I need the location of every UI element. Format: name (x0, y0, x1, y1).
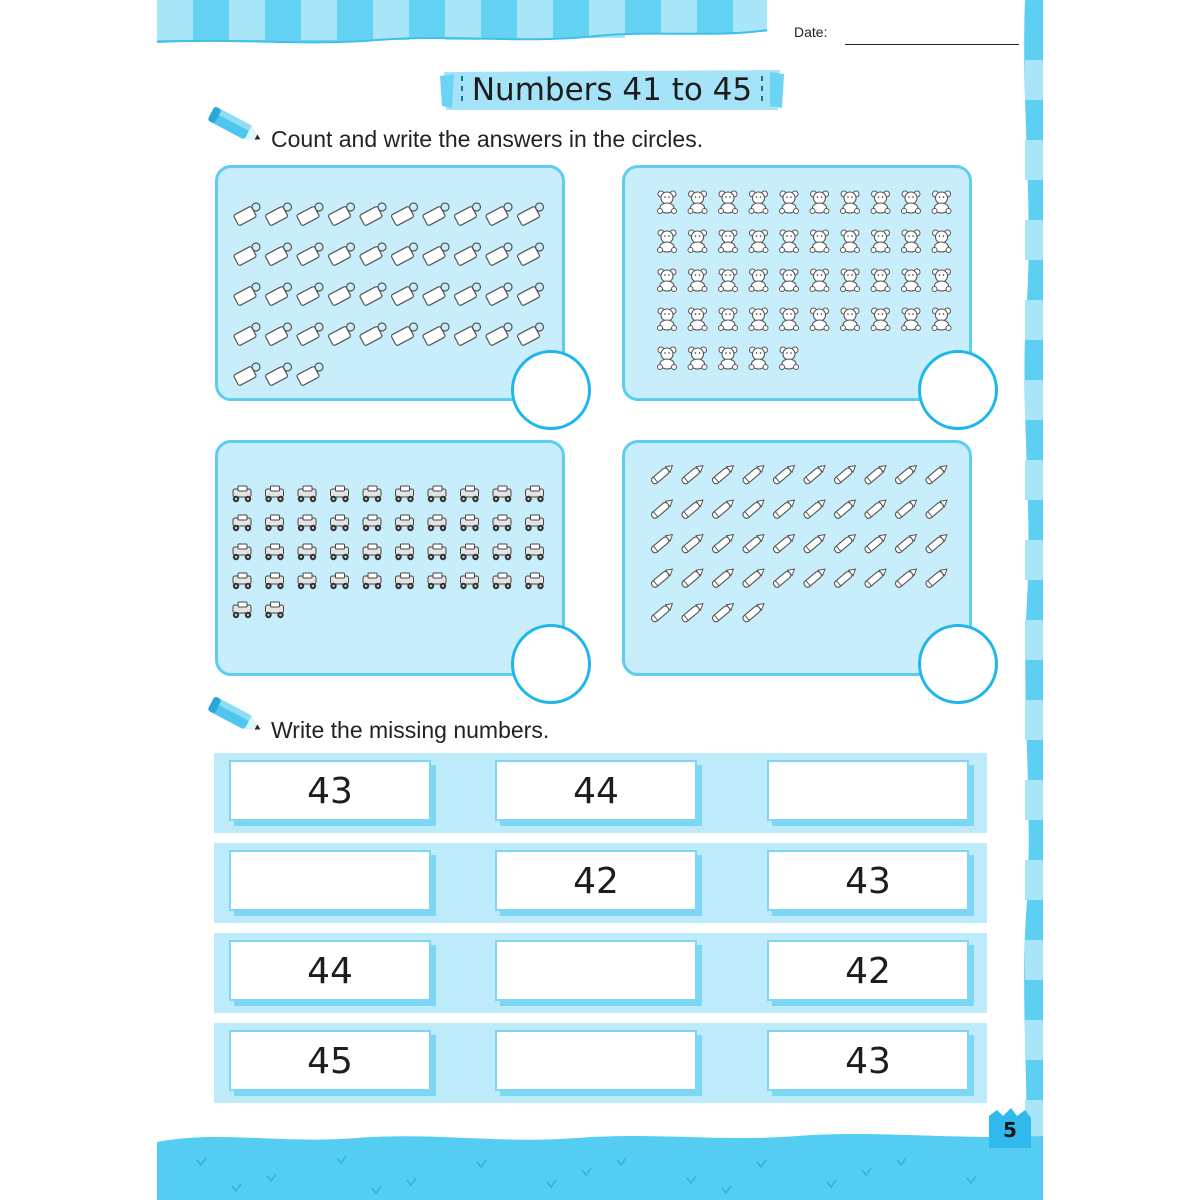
pen-icon (864, 497, 888, 519)
keychain-icon (359, 283, 386, 306)
pen-items (625, 443, 969, 673)
toy-truck-icon (460, 515, 478, 531)
teddy-bear-icon (902, 191, 921, 214)
teddy-bear-icon (810, 230, 829, 253)
number-box[interactable]: 42 (495, 850, 702, 916)
teddy-bear-icon (932, 269, 951, 292)
teddy-bear-icon (719, 308, 738, 331)
keychain-icon (328, 283, 355, 306)
pen-icon (711, 497, 735, 519)
teddy-bear-icon (719, 230, 738, 253)
toy-truck-icon (493, 544, 511, 560)
teddy-bear-icon (658, 308, 677, 331)
toy-truck-icon (330, 486, 348, 502)
keychain-icon (233, 363, 260, 386)
teddy-bear-icon (780, 191, 799, 214)
pen-icon (894, 497, 918, 519)
bottom-border-band (157, 1130, 1043, 1200)
toy-truck-icon (265, 515, 283, 531)
pen-icon (711, 463, 735, 485)
keychain-icon (233, 283, 260, 306)
toy-truck-icon (233, 602, 251, 618)
toy-truck-icon (265, 486, 283, 502)
pen-icon (742, 463, 766, 485)
pen-icon (772, 463, 796, 485)
pen-icon (925, 463, 949, 485)
keychain-icon (233, 203, 260, 226)
toy-truck-icon (363, 515, 381, 531)
toy-truck-icon (395, 486, 413, 502)
pen-icon (803, 566, 827, 588)
pen-icon (711, 532, 735, 554)
right-border-band (1017, 0, 1043, 1200)
date-input-line[interactable] (845, 44, 1019, 45)
toy-truck-icon (233, 573, 251, 589)
teddy-bear-icon (688, 230, 707, 253)
pen-icon (864, 532, 888, 554)
number-row (214, 843, 987, 923)
pen-icon (681, 497, 705, 519)
toy-truck-icon (493, 486, 511, 502)
pen-icon (803, 497, 827, 519)
answer-circle-pens[interactable] (918, 624, 998, 704)
teddy-bear-icon (932, 191, 951, 214)
teddy-bear-icon (688, 308, 707, 331)
keychain-icon (233, 323, 260, 346)
keychain-icon (359, 243, 386, 266)
keychain-icon (422, 243, 449, 266)
pen-icon (681, 601, 705, 623)
teddy-bear-icon (780, 269, 799, 292)
pen-icon (742, 601, 766, 623)
toy-truck-icon (428, 515, 446, 531)
toy-truck-icon (395, 544, 413, 560)
teddy-bear-icon (688, 191, 707, 214)
toy-truck-icon (265, 602, 283, 618)
pen-icon (894, 566, 918, 588)
pencil-icon (207, 103, 267, 153)
keychain-icon (296, 243, 323, 266)
teddy-bear-icon (780, 230, 799, 253)
toy-truck-icon (395, 515, 413, 531)
pen-icon (711, 566, 735, 588)
teddy-bear-icon (749, 230, 768, 253)
keychain-icon (265, 203, 292, 226)
toy-truck-icon (525, 573, 543, 589)
keychain-icon (328, 323, 355, 346)
pen-icon (772, 566, 796, 588)
counting-panel-pens (622, 440, 972, 676)
keychain-icon (517, 283, 544, 306)
toy-truck-icon (330, 515, 348, 531)
keychain-icon (265, 363, 292, 386)
teddy-bear-icon (810, 191, 829, 214)
toy-truck-icon (460, 544, 478, 560)
toy-truck-icon (363, 486, 381, 502)
keychain-icon (485, 323, 512, 346)
keychain-icon (296, 363, 323, 386)
teddy-bear-icon (871, 191, 890, 214)
toy-truck-icon (298, 515, 316, 531)
number-box[interactable]: 43 (767, 1030, 974, 1096)
pen-icon (742, 497, 766, 519)
teddy-bear-icon (658, 191, 677, 214)
teddy-bear-icon (871, 269, 890, 292)
keychain-icon (265, 323, 292, 346)
keychain-icon (485, 283, 512, 306)
worksheet-page (157, 0, 1043, 1200)
keychain-icon (391, 203, 418, 226)
keychain-icon (454, 283, 481, 306)
keychain-items (218, 168, 562, 398)
teddy-bear-icon (871, 230, 890, 253)
keychain-icon (454, 243, 481, 266)
teddy-bear-icon (841, 191, 860, 214)
number-row (214, 753, 987, 833)
teddy-bear-icon (749, 269, 768, 292)
number-row (214, 933, 987, 1013)
number-box[interactable]: 43 (767, 850, 974, 916)
toy-truck-icon (428, 544, 446, 560)
teddy-bear-icon (780, 347, 799, 370)
pen-icon (772, 497, 796, 519)
keychain-icon (391, 243, 418, 266)
keychain-icon (359, 323, 386, 346)
toy-truck-icon (493, 515, 511, 531)
number-row (214, 1023, 987, 1103)
pen-icon (833, 463, 857, 485)
teddy-bear-items (625, 168, 969, 398)
teddy-bear-icon (841, 269, 860, 292)
keychain-icon (328, 203, 355, 226)
keychain-icon (296, 283, 323, 306)
toy-truck-icon (525, 515, 543, 531)
instruction-missing: Write the missing numbers. (271, 717, 550, 743)
keychain-icon (517, 243, 544, 266)
answer-circle-trucks[interactable] (511, 624, 591, 704)
pencil-icon (207, 693, 267, 743)
keychain-icon (296, 323, 323, 346)
pen-icon (833, 566, 857, 588)
number-box[interactable]: 44 (495, 760, 702, 826)
keychain-icon (265, 283, 292, 306)
keychain-icon (422, 323, 449, 346)
toy-truck-icon (460, 486, 478, 502)
teddy-bear-icon (841, 230, 860, 253)
number-box-blank[interactable] (495, 1030, 702, 1096)
teddy-bear-icon (719, 269, 738, 292)
toy-truck-icon (428, 573, 446, 589)
teddy-bear-icon (688, 347, 707, 370)
counting-panel-trucks (215, 440, 565, 676)
toy-truck-icon (395, 573, 413, 589)
counting-panel-teddy-bears (622, 165, 972, 401)
keychain-icon (265, 243, 292, 266)
number-box-blank[interactable] (229, 850, 436, 916)
pen-icon (833, 532, 857, 554)
teddy-bear-icon (871, 308, 890, 331)
page-number-text: 5 (1003, 1118, 1017, 1142)
pen-icon (650, 532, 674, 554)
number-box[interactable]: 45 (229, 1030, 436, 1096)
number-box[interactable]: 44 (229, 940, 436, 1006)
answer-circle-teddy-bears[interactable] (918, 350, 998, 430)
number-box[interactable]: 43 (229, 760, 436, 826)
keychain-icon (517, 323, 544, 346)
instruction-count: Count and write the answers in the circles. (271, 126, 704, 152)
toy-truck-icon (233, 486, 251, 502)
teddy-bear-icon (658, 347, 677, 370)
keychain-icon (422, 203, 449, 226)
pen-icon (650, 463, 674, 485)
toy-truck-icon (298, 544, 316, 560)
keychain-icon (517, 203, 544, 226)
keychain-icon (296, 203, 323, 226)
title-banner (440, 68, 784, 112)
pen-icon (925, 497, 949, 519)
keychain-icon (485, 203, 512, 226)
keychain-icon (391, 323, 418, 346)
pen-icon (894, 463, 918, 485)
toy-truck-icon (298, 486, 316, 502)
teddy-bear-icon (688, 269, 707, 292)
teddy-bear-icon (749, 191, 768, 214)
teddy-bear-icon (658, 269, 677, 292)
pen-icon (650, 497, 674, 519)
counting-panel-keychains (215, 165, 565, 401)
teddy-bear-icon (749, 347, 768, 370)
toy-truck-icon (233, 515, 251, 531)
teddy-bear-icon (932, 308, 951, 331)
number-box-blank[interactable] (495, 940, 702, 1006)
toy-truck-icon (298, 573, 316, 589)
page-number (985, 1108, 1035, 1148)
toy-truck-icon (525, 544, 543, 560)
pen-icon (772, 532, 796, 554)
toy-truck-icon (428, 486, 446, 502)
teddy-bear-icon (749, 308, 768, 331)
top-border-band (157, 0, 1043, 45)
teddy-bear-icon (841, 308, 860, 331)
pen-icon (833, 497, 857, 519)
keychain-icon (391, 283, 418, 306)
teddy-bear-icon (932, 230, 951, 253)
teddy-bear-icon (810, 269, 829, 292)
toy-truck-icon (363, 544, 381, 560)
pen-icon (803, 463, 827, 485)
toy-truck-icon (460, 573, 478, 589)
toy-truck-icon (493, 573, 511, 589)
teddy-bear-icon (902, 308, 921, 331)
pen-icon (864, 566, 888, 588)
keychain-icon (422, 283, 449, 306)
pen-icon (925, 566, 949, 588)
number-box-blank[interactable] (767, 760, 974, 826)
keychain-icon (233, 243, 260, 266)
keychain-icon (485, 243, 512, 266)
teddy-bear-icon (719, 191, 738, 214)
keychain-icon (328, 243, 355, 266)
toy-truck-icon (363, 573, 381, 589)
page-title: Numbers 41 to 45 (471, 72, 753, 108)
pen-icon (681, 566, 705, 588)
toy-truck-icon (330, 573, 348, 589)
pen-icon (681, 463, 705, 485)
teddy-bear-icon (902, 269, 921, 292)
pen-icon (681, 532, 705, 554)
pen-icon (803, 532, 827, 554)
answer-circle-keychains[interactable] (511, 350, 591, 430)
toy-truck-icon (525, 486, 543, 502)
toy-truck-icon (330, 544, 348, 560)
pen-icon (925, 532, 949, 554)
toy-truck-icon (233, 544, 251, 560)
pen-icon (650, 566, 674, 588)
toy-truck-items (218, 443, 562, 673)
pen-icon (742, 532, 766, 554)
teddy-bear-icon (658, 230, 677, 253)
teddy-bear-icon (719, 347, 738, 370)
keychain-icon (454, 203, 481, 226)
teddy-bear-icon (810, 308, 829, 331)
pen-icon (711, 601, 735, 623)
keychain-icon (359, 203, 386, 226)
toy-truck-icon (265, 573, 283, 589)
pen-icon (742, 566, 766, 588)
number-box[interactable]: 42 (767, 940, 974, 1006)
date-label: Date: (794, 24, 828, 40)
keychain-icon (454, 323, 481, 346)
teddy-bear-icon (780, 308, 799, 331)
pen-icon (650, 601, 674, 623)
pen-icon (894, 532, 918, 554)
teddy-bear-icon (902, 230, 921, 253)
pen-icon (864, 463, 888, 485)
toy-truck-icon (265, 544, 283, 560)
